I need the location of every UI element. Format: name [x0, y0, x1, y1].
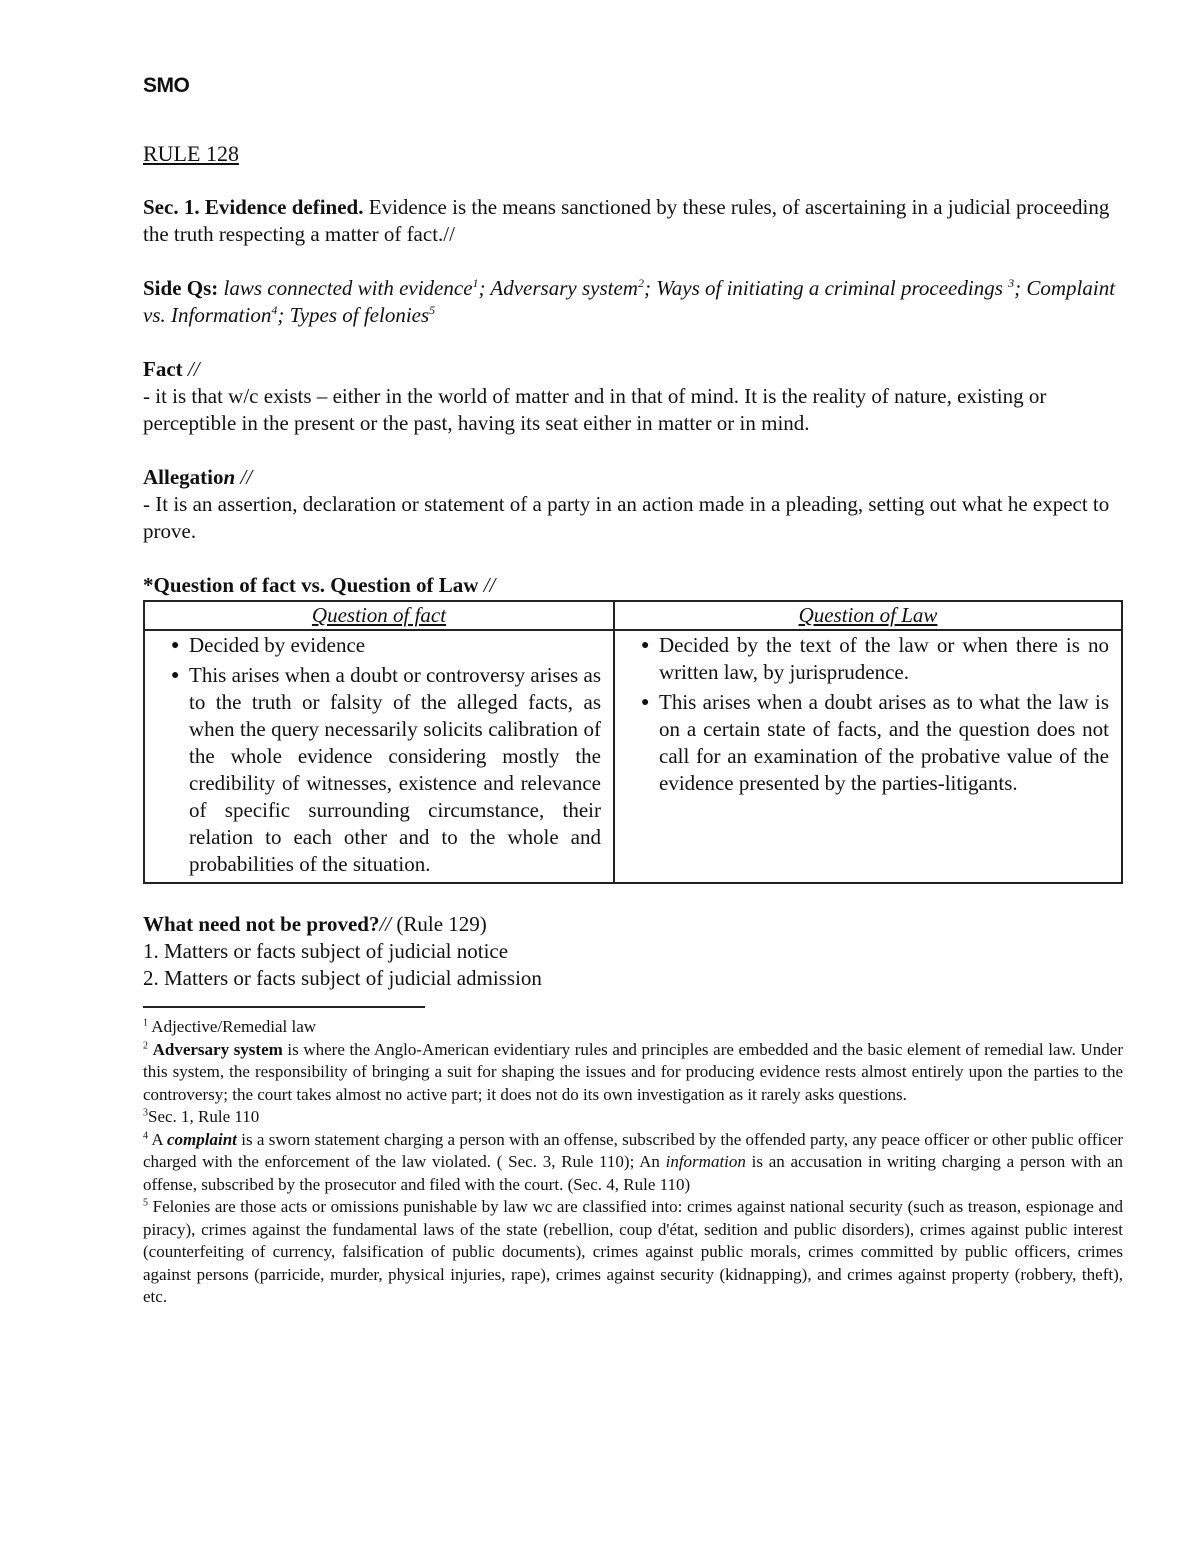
- fact-cell: [144, 630, 614, 883]
- footnote-separator: [143, 1006, 425, 1008]
- list-item-text: Decided by evidence: [189, 633, 366, 657]
- side-questions-label: Side Qs:: [143, 276, 219, 300]
- footnote-number: 1: [143, 1017, 148, 1029]
- footnote-number: 4: [143, 1129, 148, 1141]
- list-item-text: This arises when a doubt or controversy arises as to the truth or falsity of the alleged facts, as when the query necessarily solicits calibration of the whole evidence considering mostly the credibility of witnesses, existence and relevance of specific surrounding circumstance, their relation to each other and to the whole and probabilities of the situation.: [189, 663, 601, 876]
- footnote-5: [143, 1196, 1123, 1309]
- side-q-item: Ways of initiating a criminal proceedings: [656, 276, 1009, 300]
- footnote-bold: Adversary system: [152, 1039, 283, 1059]
- need-not-item: 2. Matters or facts subject of judicial admission: [143, 966, 542, 990]
- footnote-ref[interactable]: 3: [1008, 276, 1015, 290]
- footnote-ref[interactable]: 1: [472, 276, 479, 290]
- question-heading-text: *Question of fact vs. Question of Law: [143, 573, 479, 597]
- separator: ;: [1014, 276, 1027, 300]
- question-mark: //: [478, 573, 496, 597]
- list-item: [619, 632, 1109, 686]
- separator: ;: [277, 303, 290, 327]
- allegation-label-italic: n: [223, 465, 236, 489]
- fact-heading: [143, 356, 1123, 383]
- separator: ;: [643, 276, 657, 300]
- allegation-text: - It is an assertion, declaration or statement of a party in an action made in a pleading, setting out what he expect to prove.: [143, 492, 1110, 543]
- header-initials: SMO: [143, 74, 190, 97]
- footnote-4: [143, 1129, 1123, 1197]
- side-q-item: Adversary system: [490, 276, 638, 300]
- footnote-text: is an accusation in writing charging a person with an offense, subscribed by the prosecutor and filed with the court. (Sec. 4, Rule 110): [143, 1152, 1124, 1194]
- section-1-label: Sec. 1. Evidence defined.: [143, 195, 364, 219]
- allegation-mark: //: [235, 465, 253, 489]
- bullet-icon: ●: [641, 638, 650, 653]
- footnote-1: [143, 1016, 1123, 1039]
- question-heading: [143, 572, 1123, 599]
- table-row: [144, 630, 1122, 883]
- list-item-text: Decided by the text of the law or when there is no written law, by jurisprudence.: [659, 633, 1109, 684]
- footnote-term: complaint: [167, 1129, 237, 1149]
- footnote-term: information: [665, 1152, 746, 1171]
- side-q-item: Complaint vs. Information: [143, 276, 1116, 327]
- need-not-heading: [143, 911, 1123, 938]
- need-not-heading-text: What need not be proved?: [143, 912, 380, 936]
- section-1: [143, 194, 1123, 248]
- bullet-icon: ●: [171, 668, 180, 683]
- table-header-row: [144, 601, 1122, 630]
- list-item-text: This arises when a doubt arises as to what the law is on a certain state of facts, and the question does not call for an examination of the probative value of the evidence presented by the parties-litigants.: [659, 690, 1109, 795]
- footnote-3: [143, 1106, 1123, 1129]
- footnote-text: A: [148, 1129, 168, 1149]
- section-1-text: Evidence is the means sanctioned by these rules, of ascertaining in a judicial proceeding the truth respecting a matter of fact.//: [143, 195, 1110, 246]
- bullet-icon: ●: [171, 638, 180, 653]
- fact-label: Fact: [143, 357, 183, 381]
- fact-text: - it is that w/c exists – either in the world of matter and in that of mind. It is the reality of nature, existing or perceptible in the present or the past, having its seat either in matter or in mind.: [143, 384, 1047, 435]
- footnote-text: Felonies are those acts or omissions punishable by law wc are classified into: crimes against national security (such as treason, espionage and piracy), crimes against the fundamental laws of the state (rebellion, coup d'état, sedition and public disorders), crimes against public interest (counterfeiting of currency, falsification of public documents), crimes against public morals, crimes committed by public officers, crimes against persons (parricide, murder, physical injuries, rape), crimes against security (kidnapping), and crimes against property (robbery, theft), etc.: [143, 1197, 1123, 1306]
- col-header-law: Question of Law: [614, 601, 1122, 630]
- footnote-number: 3: [143, 1107, 148, 1119]
- list-item: [149, 632, 601, 659]
- need-not-item: 1. Matters or facts subject of judicial notice: [143, 939, 509, 963]
- footnote-text: Sec. 1, Rule 110: [148, 1107, 260, 1126]
- col-header-fact: Question of fact: [144, 601, 614, 630]
- law-cell: [614, 630, 1122, 883]
- allegation-heading: [143, 464, 1123, 491]
- rule-title: RULE 128: [143, 141, 239, 166]
- footnote-text: is a sworn statement charging a person with an offense, subscribed by the offended party, any peace officer or other public officer charged with the enforcement of the law violated. ( Sec. 3, Rule 110); An: [143, 1129, 1123, 1171]
- footnote-2: [143, 1039, 1123, 1107]
- separator: ;: [478, 276, 491, 300]
- list-item: [149, 662, 601, 878]
- footnote-ref[interactable]: 2: [637, 276, 644, 290]
- question-table: [143, 600, 1123, 884]
- footnotes: [143, 1016, 1123, 1309]
- fact-mark: //: [182, 357, 200, 381]
- side-questions: [143, 275, 1123, 329]
- footnote-ref[interactable]: 4: [271, 303, 278, 317]
- need-not-mark: //: [379, 912, 392, 936]
- side-q-item: laws connected with evidence: [223, 276, 473, 300]
- fact-list: [149, 632, 601, 878]
- footnote-text: Adjective/Remedial law: [148, 1017, 317, 1036]
- bullet-icon: ●: [641, 695, 650, 710]
- footnote-number: 2: [143, 1039, 148, 1051]
- footnote-text: is where the Anglo-American evidentiary rules and principles are embedded and the basic element of remedial law. Under this system, the responsibility of bringing a suit for shaping the issues and for producing evidence rests almost entirely upon the parties to the controversy; the court takes almost no active part; it does not do its own investigation as it rarely asks questions.: [143, 1039, 1123, 1104]
- need-not-ref: (Rule 129): [391, 912, 487, 936]
- side-q-item: Types of felonies: [289, 303, 430, 327]
- footnote-ref[interactable]: 5: [429, 303, 436, 317]
- list-item: [619, 689, 1109, 797]
- allegation-label: Allegatio: [143, 465, 224, 489]
- footnote-number: 5: [143, 1197, 148, 1209]
- law-list: [619, 632, 1109, 797]
- document-body: [143, 140, 1123, 1309]
